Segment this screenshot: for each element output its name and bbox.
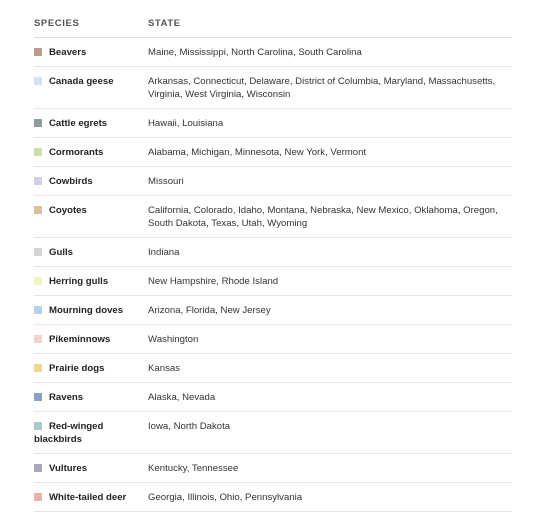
- table-row: [34, 267, 512, 296]
- species-cell: [34, 391, 148, 404]
- state-cell: Hawaii, Louisiana: [148, 118, 224, 129]
- table-row: [34, 296, 512, 325]
- table-row: [34, 109, 512, 138]
- state-cell: Georgia, Illinois, Ohio, Pennsylvania: [148, 492, 303, 503]
- legend-swatch-icon: [34, 206, 42, 214]
- table-row: [34, 383, 512, 412]
- state-cell: New Hampshire, Rhode Island: [148, 276, 279, 287]
- species-label: Cormorants: [49, 147, 104, 158]
- table-row: [34, 67, 512, 109]
- legend-swatch-icon: [34, 306, 42, 314]
- state-cell: California, Colorado, Idaho, Montana, Nebraska, New Mexico, Oklahoma, Oregon, South Dakota, Texas, Utah, Wyoming: [148, 205, 498, 229]
- table-row: [34, 354, 512, 383]
- legend-swatch-icon: [34, 464, 42, 472]
- state-cell: Arizona, Florida, New Jersey: [148, 305, 271, 316]
- legend-swatch-icon: [34, 393, 42, 401]
- table-row: [34, 138, 512, 167]
- species-label: Pikeminnows: [49, 334, 111, 345]
- table-row: [34, 167, 512, 196]
- legend-swatch-icon: [34, 77, 42, 85]
- state-cell: Indiana: [148, 247, 180, 258]
- species-label: Prairie dogs: [49, 363, 105, 374]
- species-state-table: [34, 10, 512, 512]
- species-label: Ravens: [49, 392, 84, 403]
- table-row: [34, 454, 512, 483]
- species-cell: [34, 462, 148, 475]
- species-cell: [34, 146, 148, 159]
- table-row: [34, 196, 512, 238]
- legend-swatch-icon: [34, 364, 42, 372]
- table-header: [34, 10, 512, 38]
- legend-swatch-icon: [34, 493, 42, 501]
- species-label: White-tailed deer: [49, 492, 127, 503]
- species-label: Vultures: [49, 463, 88, 474]
- state-cell: Kansas: [148, 363, 180, 374]
- table-body: [34, 38, 512, 512]
- species-label: Red-winged blackbirds: [34, 421, 104, 445]
- legend-swatch-icon: [34, 248, 42, 256]
- state-cell: Alabama, Michigan, Minnesota, New York, Vermont: [148, 147, 367, 158]
- species-cell: [34, 46, 148, 59]
- legend-swatch-icon: [34, 277, 42, 285]
- state-cell: Arkansas, Connecticut, Delaware, District of Columbia, Maryland, Massachusetts, Virginia, West Virginia, Wisconsin: [148, 76, 496, 100]
- species-label: Gulls: [49, 247, 73, 258]
- table-row: [34, 238, 512, 267]
- table-row: [34, 412, 512, 454]
- legend-swatch-icon: [34, 335, 42, 343]
- species-cell: [34, 333, 148, 346]
- state-cell: Kentucky, Tennessee: [148, 463, 239, 474]
- species-cell: [34, 304, 148, 317]
- species-cell: [34, 246, 148, 259]
- state-cell: Iowa, North Dakota: [148, 421, 231, 432]
- state-cell: Maine, Mississippi, North Carolina, South Carolina: [148, 47, 362, 58]
- species-label: Canada geese: [49, 76, 114, 87]
- species-cell: [34, 75, 148, 88]
- species-label: Coyotes: [49, 205, 87, 216]
- legend-swatch-icon: [34, 148, 42, 156]
- species-cell: [34, 420, 148, 446]
- species-label: Cowbirds: [49, 176, 93, 187]
- state-cell: Washington: [148, 334, 199, 345]
- table-row: [34, 325, 512, 354]
- species-cell: [34, 491, 148, 504]
- species-cell: [34, 275, 148, 288]
- legend-swatch-icon: [34, 177, 42, 185]
- species-cell: [34, 175, 148, 188]
- state-cell: Alaska, Nevada: [148, 392, 216, 403]
- species-column-header: SPECIES: [34, 18, 80, 29]
- legend-swatch-icon: [34, 422, 42, 430]
- species-label: Herring gulls: [49, 276, 109, 287]
- species-cell: [34, 204, 148, 217]
- legend-swatch-icon: [34, 48, 42, 56]
- table-row: [34, 38, 512, 67]
- species-label: Mourning doves: [49, 305, 124, 316]
- table-row: [34, 483, 512, 512]
- state-column-header: STATE: [148, 18, 181, 29]
- species-cell: [34, 117, 148, 130]
- legend-swatch-icon: [34, 119, 42, 127]
- species-label: Beavers: [49, 47, 87, 58]
- species-label: Cattle egrets: [49, 118, 108, 129]
- state-cell: Missouri: [148, 176, 184, 187]
- species-cell: [34, 362, 148, 375]
